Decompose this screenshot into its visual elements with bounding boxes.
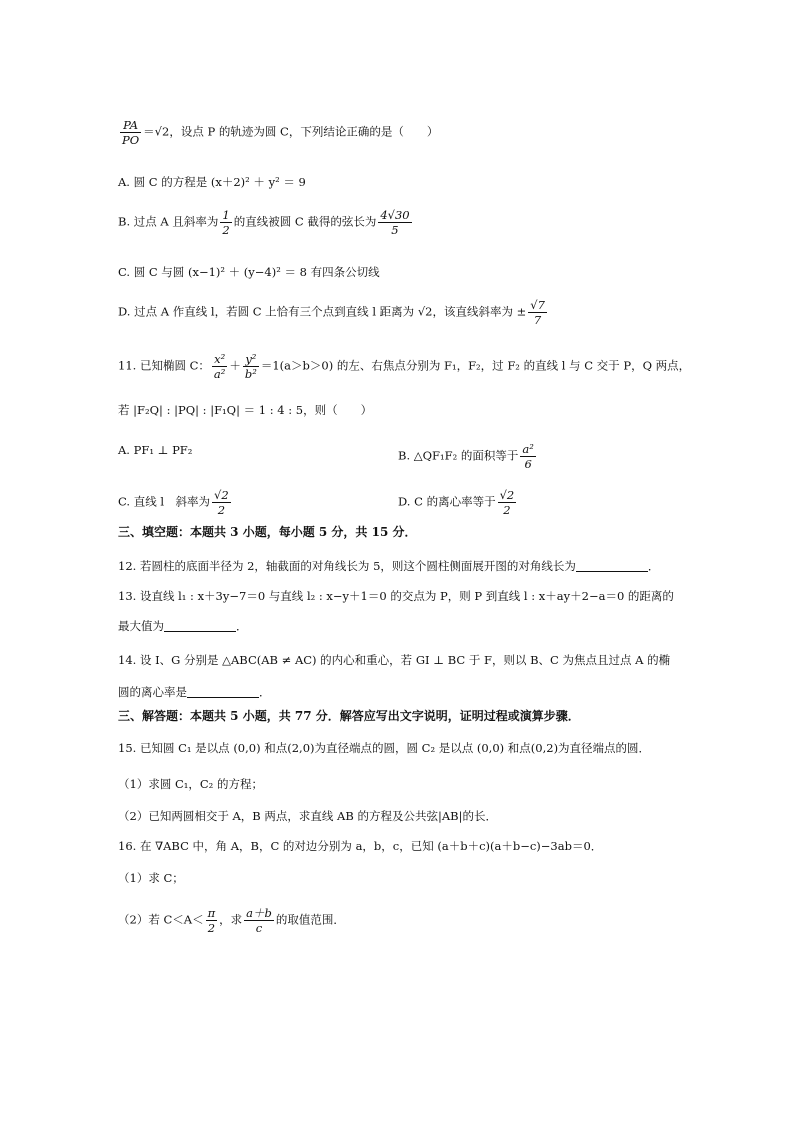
q16-part1: （1）求 C；	[118, 871, 184, 885]
q11-option-b: B. △QF₁F₂ 的面积等于 $\frac{\text{a²}}{6}$	[398, 442, 534, 471]
fraction-slope: $\frac{√7}{7}$	[530, 298, 545, 327]
q12: 12. 若圆柱的底面半径为 2，轴截面的对角线长为 5，则这个圆柱侧面展开图的对角线长为 ．	[118, 559, 660, 573]
q10-option-b: B. 过点 A 且斜率为 $\frac{1}{2}$ 的直线被圆 C 截得的弦长为 $\frac{4√30}{5}$	[118, 208, 410, 237]
fraction-half: $\frac{1}{2}$	[222, 208, 230, 237]
q13-line2: 最大值为 ．	[118, 619, 248, 633]
section-answer-heading: 三、解答题：本题共 5 小题，共 77 分．解答应写出文字说明，证明过程或演算步骤．	[118, 709, 580, 723]
q10-stem: $\frac{PA}{PO}$ ＝√2，设点 P 的轨迹为圆 C，下列结论正确的是（ ）	[122, 118, 439, 147]
q11-option-d: D. C 的离心率等于 $\frac{√2}{2}$	[398, 488, 515, 517]
answer-blank	[187, 685, 259, 698]
fraction-chord: $\frac{4√30}{5}$	[380, 208, 410, 237]
q14-line2: 圆的离心率是 ．	[118, 685, 271, 699]
fraction-root2-half: $\frac{√2}{2}$	[214, 488, 229, 517]
q11-condition: 若 |F₂Q| : |PQ| : |F₁Q| ＝ 1 : 4 : 5，则（ ）	[118, 403, 373, 417]
q10-option-a: A. 圆 C 的方程是 (x＋2)² ＋ y² ＝ 9	[118, 175, 306, 189]
q13-line1: 13. 设直线 l₁ : x＋3y−7＝0 与直线 l₂ : x−y＋1＝0 的交点为 P，则 P 到直线 l : x＋ay＋2−a＝0 的距离的	[118, 589, 674, 603]
q10-option-c: C. 圆 C 与圆 (x−1)² ＋ (y−4)² ＝ 8 有四条公切线	[118, 265, 380, 279]
fraction-pa-po: $\frac{PA}{PO}$	[122, 118, 140, 147]
section-fill-blank-heading: 三、填空题：本题共 3 小题，每小题 5 分，共 15 分．	[118, 525, 417, 539]
q11-option-a: A. PF₁ ⊥ PF₂	[118, 443, 193, 457]
q11-stem: 11. 已知椭圆 C： $\frac{\text{x²}}{\text{a²}}$ ＋ $\frac{\text{y²}}{\text{b²}}$ ＝1(a＞b＞0) 的左、右焦点分别为 F₁，F₂，过 F₂ 的直线 l 与 C 交于 P，Q 两点，	[118, 352, 691, 381]
q15-part1: （1）求圆 C₁，C₂ 的方程；	[118, 777, 263, 791]
q15-part2: （2）已知两圆相交于 A，B 两点，求直线 AB 的方程及公共弦|AB|的长．	[118, 809, 497, 823]
q16: 16. 在 ∇ABC 中，角 A，B，C 的对边分别为 a，b，c，已知 (a＋b＋c)(a＋b−c)−3ab＝0．	[118, 839, 603, 853]
answer-blank	[576, 559, 648, 572]
fraction-y2-b2: $\frac{\text{y²}}{\text{b²}}$	[244, 352, 257, 381]
fraction-x2-a2: $\frac{\text{x²}}{\text{a²}}$	[213, 352, 226, 381]
fraction-area: $\frac{\text{a²}}{6}$	[522, 442, 534, 471]
q15: 15. 已知圆 C₁ 是以点 (0,0) 和点(2,0)为直径端点的圆，圆 C₂ 是以点 (0,0) 和点(0,2)为直径端点的圆．	[118, 741, 651, 755]
fraction-ab-over-c: $\frac{a+b}{c}$	[246, 906, 272, 935]
q10-option-d: D. 过点 A 作直线 l，若圆 C 上恰有三个点到直线 l 距离为 √2，该直线斜率为 ± $\frac{√7}{7}$	[118, 298, 545, 327]
fraction-eccentricity: $\frac{√2}{2}$	[499, 488, 515, 517]
q16-part2: （2）若 C＜A＜ $\frac{\pi}{2}$ ，求 $\frac{a+b}{c}$ 的取值范围．	[118, 906, 345, 935]
answer-blank	[164, 619, 236, 632]
q14-line1: 14. 设 I、G 分别是 △ABC(AB ≠ AC) 的内心和重心，若 GI ⊥ BC 于 F，则以 B、C 为焦点且过点 A 的椭	[118, 653, 671, 667]
q11-option-c: C. 直线 l 斜率为 $\frac{√2}{2}$	[118, 488, 229, 517]
fraction-pi-half: $\frac{\pi}{2}$	[207, 906, 216, 935]
